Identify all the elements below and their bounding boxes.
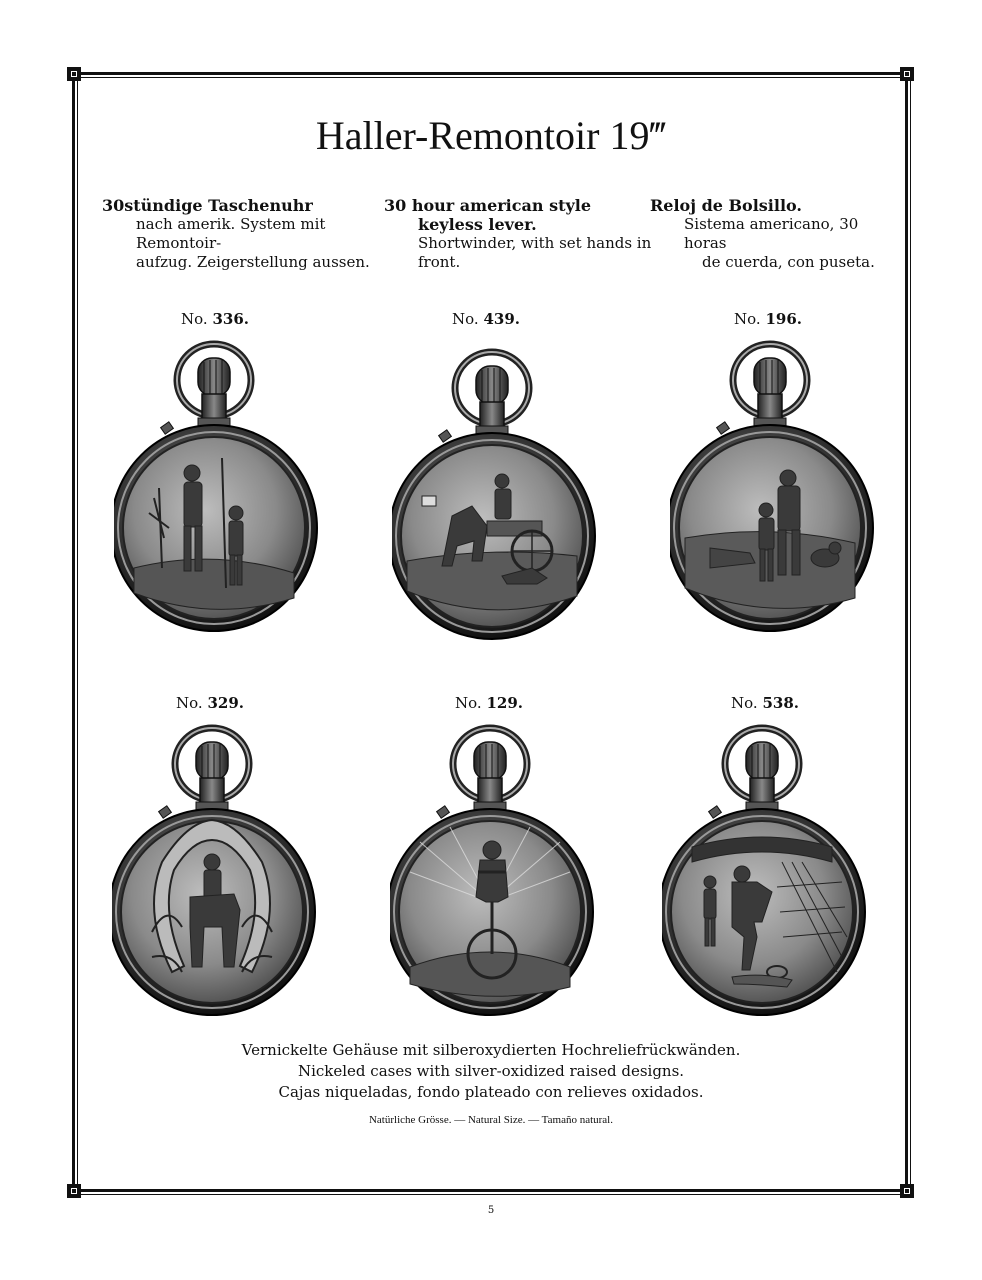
number-value: 439. [483, 310, 520, 328]
watch-number-329 [150, 694, 270, 712]
german-heading: 30stündige Taschenuhr [102, 196, 313, 215]
spanish-line-1: Sistema americano, 30 horas [684, 215, 859, 252]
number-prefix: No. [452, 310, 479, 328]
number-value: 538. [762, 694, 799, 712]
german-line-1: nach amerik. System mit Remontoir- [136, 215, 326, 252]
watch-number-439 [426, 310, 546, 328]
watch-image-439 [392, 346, 602, 646]
corner-ornament-top-left [67, 67, 81, 81]
frame-top-rule [70, 72, 912, 75]
english-heading-2: keyless lever. [418, 215, 537, 234]
page-number: 5 [487, 1205, 495, 1216]
watch-image-329 [112, 722, 322, 1022]
footer-german: Vernickelte Gehäuse mit silberoxydierten Hochreliefrückwänden. [241, 1041, 741, 1059]
description-spanish [650, 196, 890, 272]
corner-ornament-bottom-right [900, 1184, 914, 1198]
watch-number-129 [429, 694, 549, 712]
number-value: 129. [486, 694, 523, 712]
watch-image-336 [114, 338, 324, 638]
spanish-heading: Reloj de Bolsillo. [650, 196, 802, 215]
footer-english: Nickeled cases with silver-oxidized raised designs. [297, 1062, 685, 1080]
german-line-2: aufzug. Zeigerstellung aussen. [136, 253, 370, 271]
corner-ornament-top-right [900, 67, 914, 81]
watch-image-129 [390, 722, 600, 1022]
number-prefix: No. [734, 310, 761, 328]
frame-right-rule [905, 68, 908, 1198]
frame-left-rule [72, 68, 75, 1198]
number-value: 336. [212, 310, 249, 328]
watch-image-196 [670, 338, 880, 638]
number-prefix: No. [455, 694, 482, 712]
watch-image-538 [662, 722, 872, 1022]
number-value: 196. [765, 310, 802, 328]
corner-ornament-bottom-left [67, 1184, 81, 1198]
english-heading-1: 30 hour american style [384, 196, 592, 215]
spanish-line-2: de cuerda, con puseta. [702, 253, 875, 271]
watch-number-196 [708, 310, 828, 328]
description-german [102, 196, 372, 272]
frame-bottom-rule [70, 1189, 912, 1192]
number-prefix: No. [181, 310, 208, 328]
number-prefix: No. [176, 694, 203, 712]
page-title: Haller-Remontoir 19‴ [315, 113, 667, 158]
number-prefix: No. [731, 694, 758, 712]
description-english [384, 196, 654, 272]
number-value: 329. [207, 694, 244, 712]
natural-size-note: Natürliche Grösse. — Natural Size. — Tamaño natural. [368, 1114, 613, 1126]
english-line-1: Shortwinder, with set hands in front. [418, 234, 652, 271]
watch-number-538 [705, 694, 825, 712]
footer-spanish: Cajas niqueladas, fondo plateado con relieves oxidados. [278, 1083, 704, 1101]
watch-number-336 [155, 310, 275, 328]
